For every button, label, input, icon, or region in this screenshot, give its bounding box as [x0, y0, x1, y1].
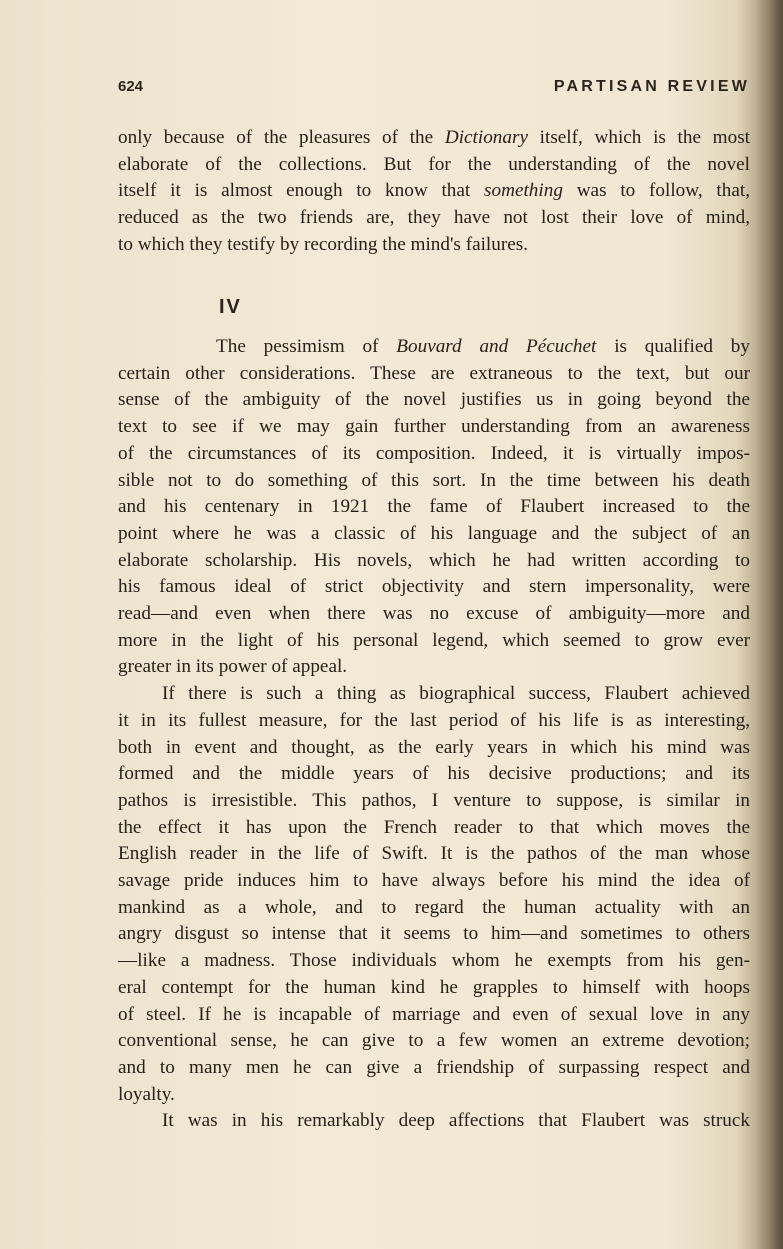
- text-line: savage pride induces him to have always before his mind the idea of: [118, 870, 750, 892]
- text-line: his famous ideal of strict objectivity and stern impersonality, were: [118, 576, 750, 598]
- text-line: sense of the ambiguity of the novel justifies us in going beyond the: [118, 389, 750, 411]
- italic-word: something: [484, 180, 563, 202]
- text-line: The pessimism of Bouvard and Pécuchet is qualified by: [216, 336, 750, 357]
- text-line: to which they testify by recording the mind's failures.: [118, 233, 529, 255]
- text-line: point where he was a classic of his language and the subject of an: [118, 522, 750, 544]
- page-number: 624: [118, 78, 144, 95]
- text-line: conventional sense, he can give to a few women an extreme devotion;: [118, 1030, 750, 1052]
- text-line: angry disgust so intense that it seems to him—and sometimes to others: [118, 923, 750, 945]
- page-edge-shadow: [755, 0, 783, 1249]
- text-line: greater in its power of appeal.: [118, 656, 348, 678]
- text-line: eral contempt for the human kind he grapples to himself with hoops: [118, 976, 750, 998]
- text-line: loyalty.: [118, 1083, 175, 1105]
- text-line: English reader in the life of Swift. It is the pathos of the man whose: [118, 843, 750, 865]
- text-line: itself it is almost enough to know that something was to follow, that,: [118, 180, 751, 202]
- text-line: pathos is irresistible. This pathos, I venture to suppose, is similar in: [118, 789, 750, 811]
- text-line: of steel. If he is incapable of marriage and even of sexual love in any: [118, 1003, 750, 1025]
- text-line: elaborate of the collections. But for the understanding of the novel: [118, 153, 750, 175]
- text-line: If there is such a thing as biographical success, Flaubert achieved: [162, 683, 750, 705]
- section-heading: IV: [219, 296, 242, 318]
- text-line: more in the light of his personal legend, which seemed to grow ever: [118, 629, 750, 651]
- text-line: mankind as a whole, and to regard the human actuality with an: [118, 896, 750, 918]
- text-line: reduced as the two friends are, they have not lost their love of mind,: [118, 207, 750, 229]
- text-line: elaborate scholarship. His novels, which he had written according to: [118, 549, 750, 571]
- text-line: only because of the pleasures of the Dictionary itself, which is the most: [118, 127, 750, 148]
- text-line: formed and the middle years of his decisive productions; and its: [118, 763, 750, 785]
- text-line: the effect it has upon the French reader to that which moves the: [118, 816, 750, 838]
- text-line: of the circumstances of its composition. Indeed, it is virtually impos-: [118, 442, 750, 464]
- text-line: both in event and thought, as the early years in which his mind was: [118, 736, 750, 758]
- page-header: [118, 78, 750, 102]
- text-line: read—and even when there was no excuse of ambiguity—more and: [118, 603, 750, 625]
- italic-title: Dictionary: [444, 127, 528, 148]
- text-line: certain other considerations. These are extraneous to the text, but our: [118, 362, 750, 384]
- text-line: —like a madness. Those individuals whom he exempts from his gen-: [118, 950, 750, 972]
- text-line: and his centenary in 1921 the fame of Flaubert increased to the: [118, 496, 750, 518]
- running-head: PARTISAN REVIEW: [553, 78, 750, 95]
- text-line: It was in his remarkably deep affections that Flaubert was struck: [162, 1110, 750, 1132]
- text-line: text to see if we may gain further understanding from an awareness: [118, 416, 750, 438]
- paragraph-continued: [118, 125, 750, 259]
- italic-title: Bouvard and Pécuchet: [396, 336, 597, 357]
- text-line: sible not to do something of this sort. In the time between his death: [118, 469, 750, 491]
- text-line: and to many men he can give a friendship of surpassing respect and: [118, 1056, 750, 1078]
- text-line: it in its fullest measure, for the last period of his life is as interesting,: [118, 709, 750, 731]
- section-body: [118, 334, 750, 1135]
